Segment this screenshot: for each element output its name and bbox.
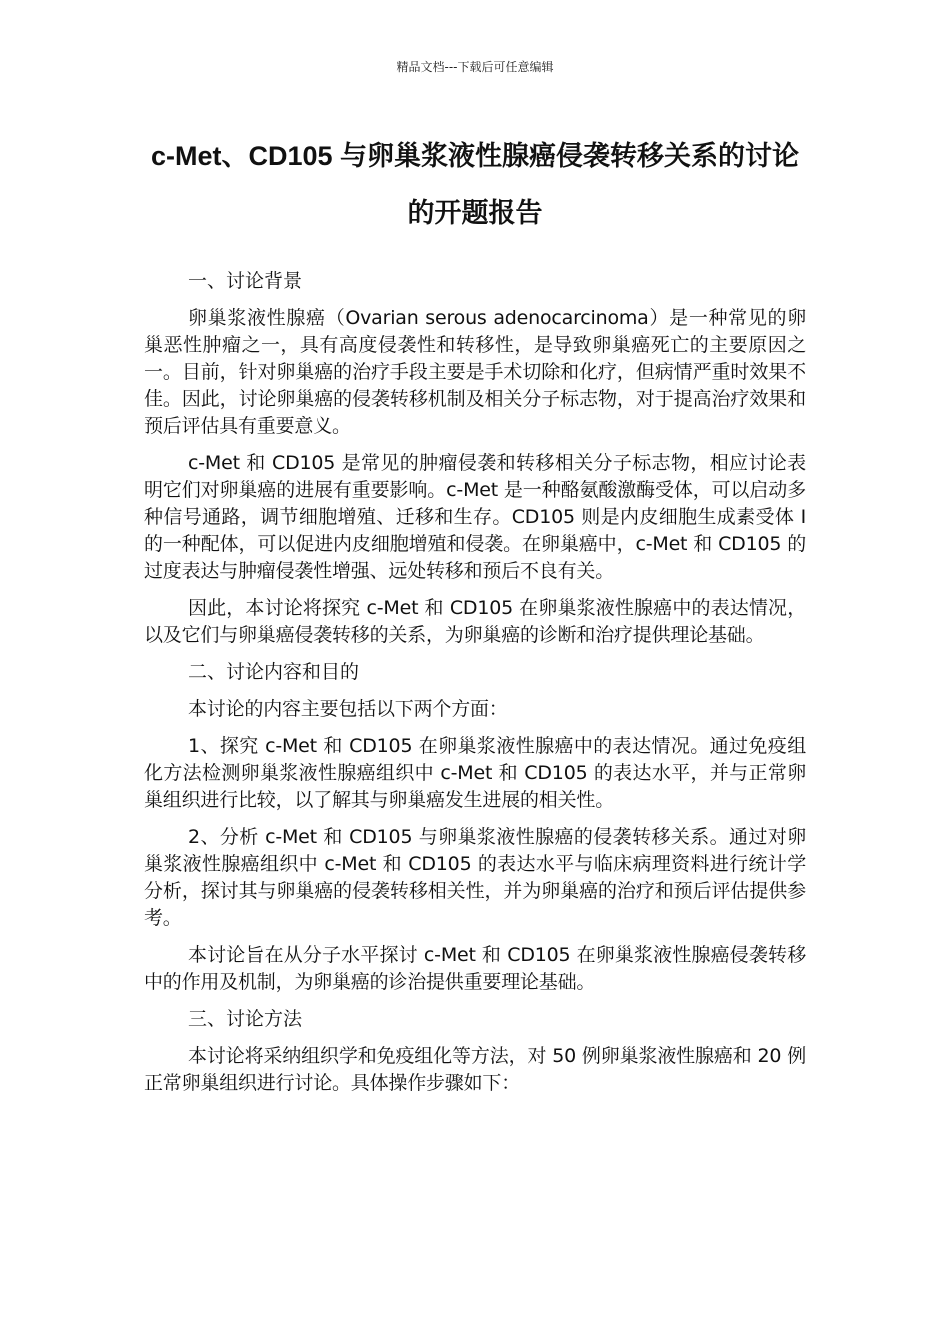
section-heading: 二、讨论内容和目的 xyxy=(188,661,360,683)
header-note: 精品文档---下载后可任意编辑 xyxy=(396,60,554,74)
paragraph: 2、分析 c-Met 和 CD105 与卵巢浆液性腺癌的侵袭转移关系。通过对卵巢浆液性腺癌组织中 c-Met 和 CD105 的表达水平与临床病理资料进行统计学分析，探讨其与卵巢癌的侵袭转移相关性，并为卵巢癌的治疗和预后评估提供参考。 xyxy=(144,826,806,929)
paragraph: 本讨论的内容主要包括以下两个方面： xyxy=(188,698,508,720)
paragraph: 本讨论将采纳组织学和免疫组化等方法，对 50 例卵巢浆液性腺癌和 20 例正常卵巢组织进行讨论。具体操作步骤如下： xyxy=(144,1045,806,1094)
paragraph: c-Met 和 CD105 是常见的肿瘤侵袭和转移相关分子标志物，相应讨论表明它们对卵巢癌的进展有重要影响。c-Met 是一种酪氨酸激酶受体，可以启动多种信号通路，调节细胞增殖、迁移和生存。CD105 则是内皮细胞生成素受体 I 的一种配体，可以促进内皮细胞增殖和侵袭。在卵巢癌中，c-Met 和 CD105 的过度表达与肿瘤侵袭性增强、远处转移和预后不良有关。 xyxy=(144,452,806,582)
paragraph: 1、探究 c-Met 和 CD105 在卵巢浆液性腺癌中的表达情况。通过免疫组化方法检测卵巢浆液性腺癌组织中 c-Met 和 CD105 的表达水平，并与正常卵巢组织进行比较，以了解其与卵巢癌发生进展的相关性。 xyxy=(144,735,806,811)
paragraph: 因此，本讨论将探究 c-Met 和 CD105 在卵巢浆液性腺癌中的表达情况，以及它们与卵巢癌侵袭转移的关系，为卵巢癌的诊断和治疗提供理论基础。 xyxy=(144,597,806,646)
document-body xyxy=(144,268,806,1107)
section-heading: 一、讨论背景 xyxy=(188,270,303,292)
document-title: c-Met、CD105 与卵巢浆液性腺癌侵袭转移关系的讨论的开题报告 xyxy=(150,141,800,228)
paragraph: 卵巢浆液性腺癌（Ovarian serous adenocarcinoma）是一种常见的卵巢恶性肿瘤之一，具有高度侵袭性和转移性，是导致卵巢癌死亡的主要原因之一。目前，针对卵巢癌的治疗手段主要是手术切除和化疗，但病情严重时效果不佳。因此，讨论卵巢癌的侵袭转移机制及相关分子标志物，对于提高治疗效果和预后评估具有重要意义。 xyxy=(144,307,806,437)
paragraph: 本讨论旨在从分子水平探讨 c-Met 和 CD105 在卵巢浆液性腺癌侵袭转移中的作用及机制，为卵巢癌的诊治提供重要理论基础。 xyxy=(144,944,806,993)
section-heading: 三、讨论方法 xyxy=(188,1008,303,1030)
